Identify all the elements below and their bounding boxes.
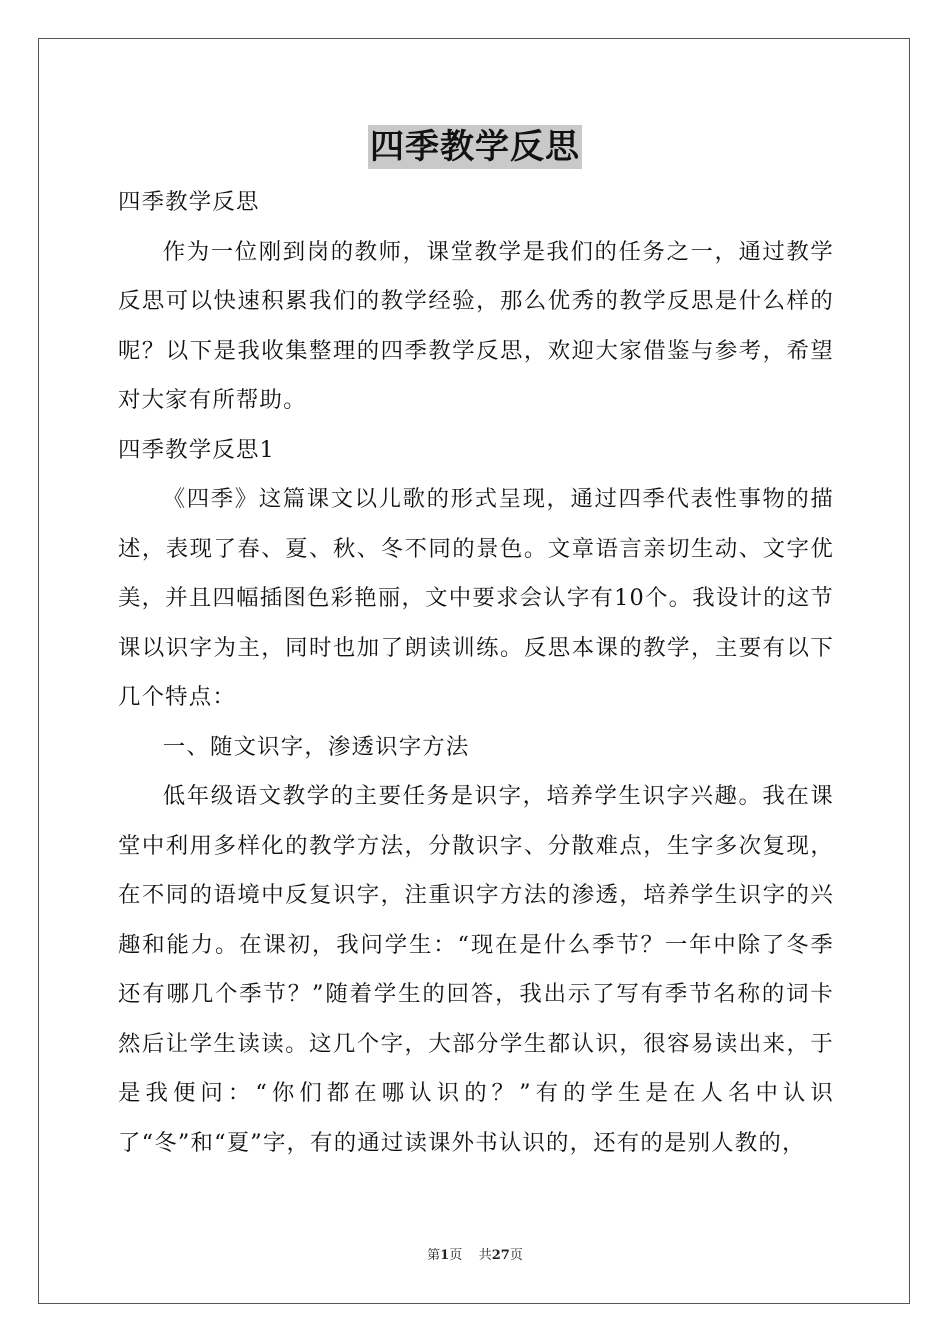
footer-page-prefix: 第	[427, 1248, 441, 1263]
section-paragraph: 《四季》这篇课文以儿歌的形式呈现，通过四季代表性事物的描述，表现了春、夏、秋、冬不同的景色。文章语言亲切生动、文字优美，并且四幅插图色彩艳丽，文中要求会认字有10个。我设计的这节课以识字为主，同时也加了朗读训练。反思本课的教学，主要有以下几个特点：	[118, 486, 834, 710]
section-heading: 四季教学反思1	[118, 436, 275, 463]
intro-paragraph: 作为一位刚到岗的教师，课堂教学是我们的任务之一，通过教学反思可以快速积累我们的教学经验，那么优秀的教学反思是什么样的呢？以下是我收集整理的四季教学反思，欢迎大家借鉴与参考，希望对大家有所帮助。	[118, 238, 834, 413]
document-title: 四季教学反思	[370, 127, 580, 167]
document-body	[118, 178, 834, 1168]
footer-page-suffix: 页	[449, 1248, 463, 1263]
footer-total-prefix: 共	[478, 1248, 492, 1263]
page-footer	[0, 1247, 950, 1265]
section-paragraph: 低年级语文教学的主要任务是识字，培养学生识字兴趣。我在课堂中利用多样化的教学方法，分散识字、分散难点，生字多次复现，在不同的语境中反复识字，注重识字方法的渗透，培养学生识字的兴趣和能力。在课初，我问学生：“现在是什么季节？一年中除了冬季还有哪几个季节？”随着学生的回答，我出示了写有季节名称的词卡然后让学生读读。这几个字，大部分学生都认识，很容易读出来，于是我便问：“你们都在哪认识的？”有的学生是在人名中认识了“冬”和“夏”字，有的通过读课外书认识的，还有的是别人教的，	[118, 783, 834, 1156]
section-subheading: 一、随文识字，渗透识字方法	[162, 733, 470, 760]
footer-total-suffix: 页	[509, 1248, 523, 1263]
footer-page-number: 1	[440, 1248, 450, 1263]
footer-total-pages: 27	[491, 1248, 510, 1263]
title-container	[0, 125, 950, 169]
document-subtitle: 四季教学反思	[118, 189, 260, 215]
